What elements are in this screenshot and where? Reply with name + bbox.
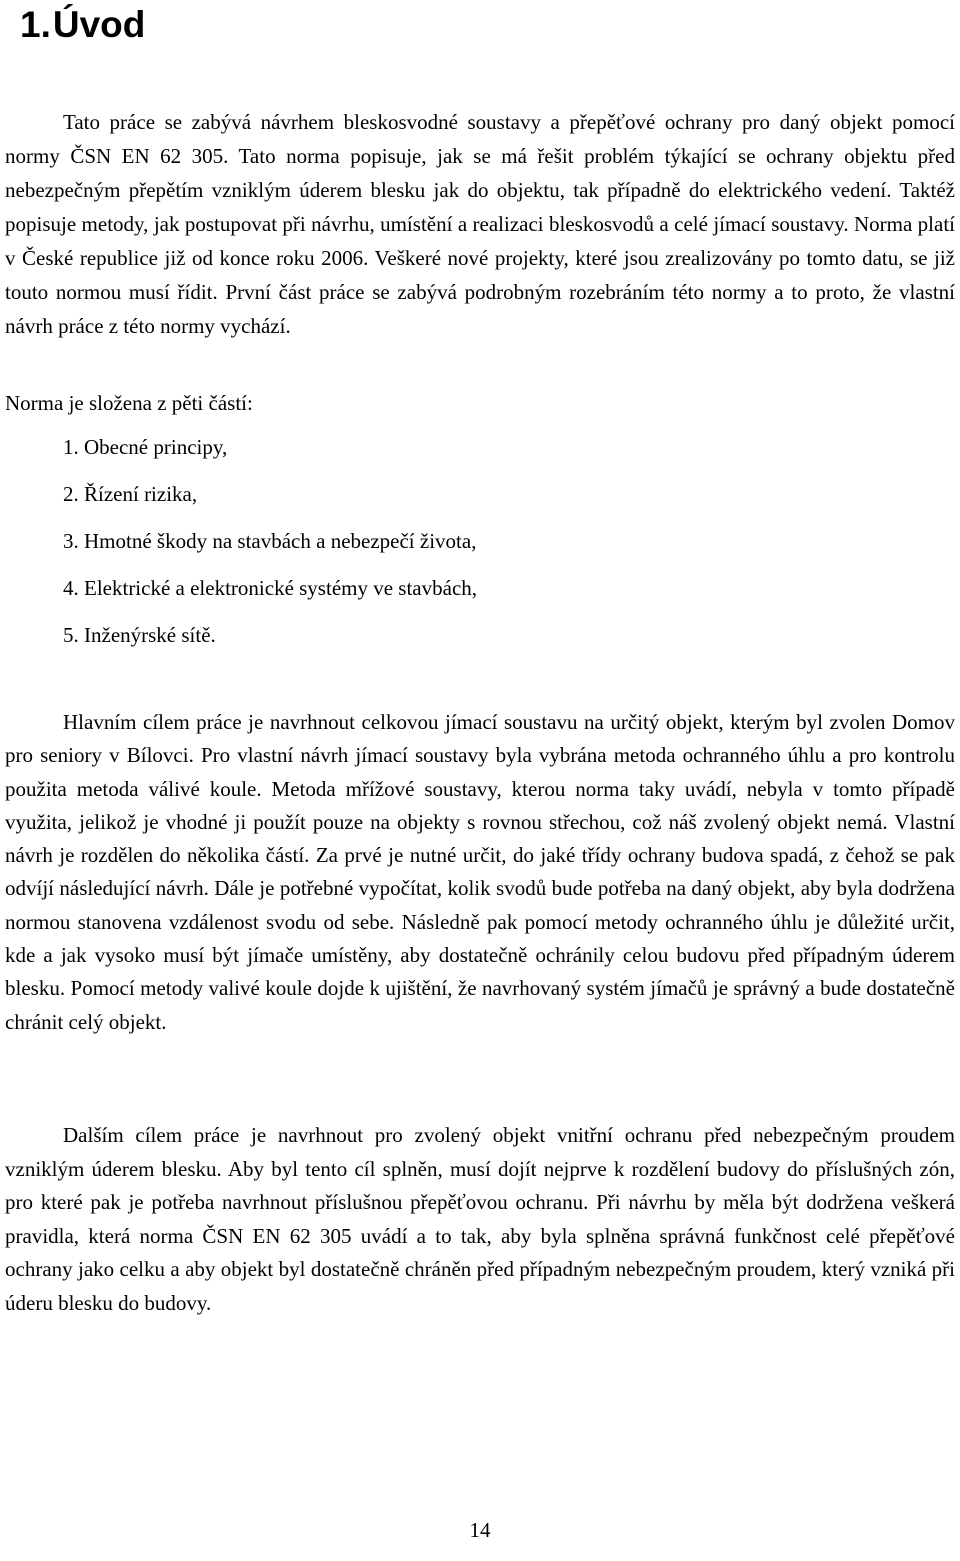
list-item: 2. Řízení rizika, bbox=[63, 482, 198, 506]
list-item: 5. Inženýrské sítě. bbox=[63, 623, 216, 647]
goal-paragraph: Hlavním cílem práce je navrhnout celkovou jímací soustavu na určitý objekt, kterým byl zvolen Domov pro seniory v Bílovci. Pro vlastní návrh jímací soustavy byla vybrána metoda ochranného úhlu a pro kontrolu použita metoda válivé koule. Metoda mřížové soustavy, kterou norma taky uvádí, nebyla v tomto případě využita, jelikož je vhodné ji použít pouze na objekty s rovnou střechou, což náš zvolený objekt nemá. Vlastní návrh je rozdělen do několika částí. Za prvé je nutné určit, do jaké třídy ochrany budova spadá, z čehož se pak odvíjí následující návrh. Dále je potřebné vypočítat, kolik svodů bude potřeba na daný objekt, aby byla dodržena normou stanovena vzdálenost svodu od sebe. Následně pak pomocí metody ochranného úhlu je důležité určit, kde a jak vysoko musí být jímače umístěny, aby dostatečně ochránily celou budovu před případným úderem blesku. Pomocí metody valivé koule dojde k ujištění, že navrhovaný systém jímačů je správný a bude dostatečně chránit celý objekt. bbox=[5, 710, 955, 1034]
list-item: 4. Elektrické a elektronické systémy ve stavbách, bbox=[63, 576, 478, 600]
list-item: 3. Hmotné škody na stavbách a nebezpečí života, bbox=[63, 529, 477, 553]
chapter-number: 1. bbox=[20, 4, 51, 45]
list-item: 1. Obecné principy, bbox=[63, 435, 228, 459]
intro-paragraph: Tato práce se zabývá návrhem bleskosvodné soustavy a přepěťové ochrany pro daný objekt pomocí normy ČSN EN 62 305. Tato norma popisuje, jak se má řešit problém týkající se ochrany objektu před nebezpečným přepětím vzniklým úderem blesku jak do objektu, tak případně do elektrického vedení. Taktéž popisuje metody, jak postupovat při návrhu, umístění a realizaci bleskosvodů a celé jímací soustavy. Norma platí v České republice již od konce roku 2006. Veškeré nové projekty, které jsou zrealizovány po tomto datu, se již touto normou musí řídit. První část práce se zabývá podrobným rozebráním této normy a to proto, že vlastní návrh práce z této normy vychází. bbox=[5, 110, 955, 338]
chapter-title: Úvod bbox=[52, 4, 146, 45]
second-goal-paragraph: Dalším cílem práce je navrhnout pro zvolený objekt vnitřní ochranu před nebezpečným proudem vzniklým úderem blesku. Aby byl tento cíl splněn, musí dojít nejprve k rozdělení budovy do příslušných zón, pro které pak je potřeba navrhnout příslušnou přepěťovou ochranu. Při návrhu by měla být dodržena veškerá pravidla, která norma ČSN EN 62 305 uvádí a to tak, aby byla splněna správná funkčnost celé přepěťové ochrany jako celku a aby objekt byl dostatečně chráněn před případným nebezpečným proudem, který vzniká při úderu blesku do budovy. bbox=[5, 1123, 955, 1315]
page-number: 14 bbox=[469, 1518, 491, 1542]
list-intro: Norma je složena z pěti částí: bbox=[5, 391, 253, 415]
norm-parts-list bbox=[63, 430, 477, 665]
chapter-heading bbox=[20, 0, 145, 50]
